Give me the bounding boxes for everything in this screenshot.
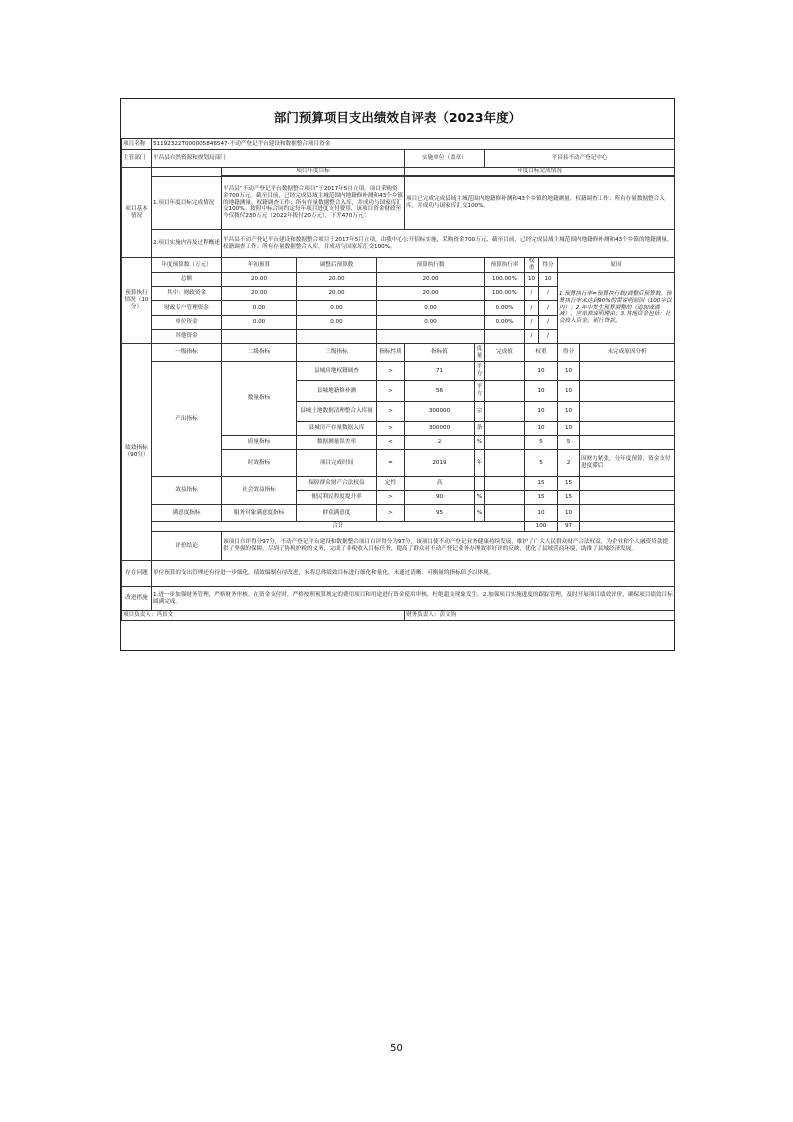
row-basic-2 (122, 230, 675, 258)
perf-unit: % (475, 436, 485, 450)
label-budget-exec: 预算执行情况（10分） (122, 258, 152, 344)
perf-nature: > (377, 491, 405, 505)
budget-init (222, 330, 297, 344)
label-basic-info: 项目基本情况 (122, 168, 152, 258)
basic-spacer (152, 168, 222, 177)
perf-value: 300000 (405, 402, 475, 422)
perf-value: 2 (405, 436, 475, 450)
header-level3: 三级指标 (297, 344, 377, 362)
perf-score: 10 (558, 422, 580, 436)
perf-reason (580, 422, 675, 436)
budget-item-name: 总额 (152, 273, 222, 287)
label-target-completion: 1.项目年度目标完成情况 (152, 177, 222, 230)
value-impl-unit: 平昌县不动产登记中心 (485, 150, 675, 168)
perf-weight: 10 (525, 362, 558, 381)
perf-value: 95 (405, 505, 475, 522)
level1-output: 产出指标 (175, 415, 198, 422)
budget-row-total (122, 273, 675, 287)
text-measure: 1.进一步加强财务管理，严格财务审核。在资金支付时，严格按照预算规定的费用项目和用途进行资金使用审核，杜绝超支现象发生。2.加强项目实施进度的跟踪管理，及时开展项目绩效评价，确保项目绩效目标圆满完成。 (152, 587, 675, 611)
perf-value: 90 (405, 491, 475, 505)
budget-score: / (539, 301, 558, 316)
budget-rate: 0.00% (485, 316, 525, 330)
level2-quantity: 数量指标 (222, 362, 297, 436)
perf-done (485, 450, 525, 477)
level2-service: 服务对象满意度指标 (222, 505, 297, 522)
budget-score: / (539, 316, 558, 330)
header-target-done: 年度目标完成情况 (405, 168, 675, 176)
perf-weight: 5 (525, 450, 558, 477)
perf-done (485, 422, 525, 436)
budget-exec: 20.00 (377, 273, 485, 287)
row-perf-header (122, 344, 675, 362)
total-weight: 100 (525, 522, 558, 532)
budget-adj (297, 330, 377, 344)
label-impl-content: 2.项目实施内容及过程概述 (152, 230, 222, 258)
budget-item-name: 其他资金 (152, 330, 222, 344)
level2-time: 时效指标 (222, 450, 297, 477)
perf-row (122, 477, 675, 491)
perf-reason (580, 436, 675, 450)
perf-unit: 平方 (475, 381, 485, 402)
budget-rate: 100.00% (485, 273, 525, 287)
budget-item-name: 单位资金 (152, 316, 222, 330)
perf-weight: 15 (525, 477, 558, 491)
perf-reason: 因财力紧张，分年度预算，资金支付进度滞后 (580, 450, 675, 477)
perf-done (485, 362, 525, 381)
finance-leader: 财务负责人：彭文钧 (405, 611, 675, 621)
label-project-name: 项目名称 (122, 139, 152, 150)
perf-row (122, 505, 675, 522)
perf-value: 56 (405, 381, 475, 402)
row-basic-1 (122, 177, 675, 230)
budget-adj: 0.00 (297, 316, 377, 330)
perf-nature: > (377, 402, 405, 422)
header-unfinished-reason: 未完成原因分析 (580, 344, 675, 362)
text-issue: 单位预算的支出管理还有待进一步细化，绩效编制有待改进，未将总体绩效目标进行细化和量化，未通过清晰、可衡量的指标值予以体现。 (152, 561, 675, 587)
perf-done (485, 491, 525, 505)
row-basic-header (122, 168, 675, 176)
budget-reason-note: 1.预算执行率=预算执行数/调整后预算数。预算执行率未达到90%的需说明原因（100字以内）；2.年中发生预算调整的（追加或调减），应单独说明理由；3.其他资金包括：社会投入资金、银行贷款。 (558, 273, 675, 344)
page-title: 部门预算项目支出绩效自评表（2023年度） (273, 110, 522, 125)
perf-score: 10 (558, 362, 580, 381)
header-nature: 指标性质 (377, 344, 405, 362)
header-perf-weight: 权重 (525, 344, 558, 362)
row-department (122, 150, 675, 168)
perf-done (485, 505, 525, 522)
perf-nature: > (377, 362, 405, 381)
perf-indicator: 数据测量误差率 (297, 436, 377, 450)
perf-score: 10 (558, 402, 580, 422)
perf-done (485, 477, 525, 491)
perf-value: 71 (405, 362, 475, 381)
budget-exec (377, 330, 485, 344)
header-annual-target: 项目年度目标 (222, 168, 405, 176)
header-perf-score: 得分 (558, 344, 580, 362)
perf-indicator: 县城地籍修补测 (297, 381, 377, 402)
perf-unit: % (475, 505, 485, 522)
text-target-done: 项目已完成完成县域主城范围内地籍修补测和43个乡镇的地籍测量、权籍调查工作；所有存量数据整合入库，并成功与国家库汇交100%。 (405, 177, 675, 230)
row-issue (122, 561, 675, 587)
level2-quality: 质量指标 (222, 436, 297, 450)
total-score: 97 (558, 522, 580, 532)
perf-done (485, 436, 525, 450)
perf-reason (580, 491, 675, 505)
budget-adj: 0.00 (297, 301, 377, 316)
perf-weight: 10 (525, 422, 558, 436)
perf-nature: > (377, 422, 405, 436)
perf-weight: 10 (525, 505, 558, 522)
perf-nature: < (377, 436, 405, 450)
perf-score: 15 (558, 491, 580, 505)
project-leader: 项目负责人：冯景文 (122, 611, 405, 621)
budget-init: 0.00 (222, 301, 297, 316)
header-init-budget: 年初预算 (222, 258, 297, 273)
perf-value: 300000 (405, 422, 475, 436)
level1-output-spacer (152, 362, 222, 477)
header-annual-budget: 年度预算数（万元） (152, 258, 222, 273)
perf-reason (580, 402, 675, 422)
text-annual-target: 平昌县“不动产登记平台数据整合项目”于2017年5月立项，项目采购资金700万元。截至目前，已经完成县域主城范围内地籍修补测和43个乡镇的地籍测量、权籍调查工作；所有存量数据整合入库，并成功与国家库汇交100%。按照中标合同约定每年项目进度支付费用，该项目资金财政至今仅拨付230万元（2022年拨付20万元），下差470万元！ (222, 177, 405, 230)
header-level2: 二级指标 (222, 344, 297, 362)
budget-weight: / (525, 287, 539, 301)
row-measure (122, 587, 675, 611)
value-project-name: 51192322T000005846547-不动产登记平台建设和数据整合项目资金 (152, 139, 675, 150)
perf-unit (475, 477, 485, 491)
text-impl-content: 平昌县不动产登记平台建设和数据整合项目于2017年5月立项，由我中心公开招标实施，采购资金700万元，截至目前，已经完成县域主城范围内地籍修补测和43个乡镇的地籍测量、权籍调查工作；所有存量数据整合入库，并成功与国家库汇交100%。 (222, 230, 675, 258)
perf-value: 2019 (405, 450, 475, 477)
perf-unit: 平方 (475, 362, 485, 381)
row-budget-header (122, 258, 675, 273)
header-score: 得分 (539, 258, 558, 273)
label-perf-indicators: 绩效指标（90分） (122, 344, 152, 561)
budget-weight: 10 (525, 273, 539, 287)
perf-unit: 年 (475, 450, 485, 477)
row-total (122, 522, 675, 532)
perf-reason (580, 362, 675, 381)
perf-indicator: 县城土地数据清理整合入库量 (297, 402, 377, 422)
budget-exec: 0.00 (377, 301, 485, 316)
budget-weight: / (525, 316, 539, 330)
perf-score: 2 (558, 450, 580, 477)
level2-social: 社会效益指标 (222, 477, 297, 505)
label-issue: 存在问题 (122, 561, 152, 587)
budget-score: 10 (539, 273, 558, 287)
perf-score: 5 (558, 436, 580, 450)
budget-init: 20.00 (222, 273, 297, 287)
budget-init: 0.00 (222, 316, 297, 330)
total-reason (580, 522, 675, 532)
perf-done (485, 402, 525, 422)
budget-exec: 20.00 (377, 287, 485, 301)
perf-value: 高 (405, 477, 475, 491)
performance-table (121, 138, 675, 621)
perf-score: 15 (558, 477, 580, 491)
budget-adj: 20.00 (297, 287, 377, 301)
perf-reason (580, 505, 675, 522)
budget-rate: 0.00% (485, 301, 525, 316)
perf-nature: > (377, 381, 405, 402)
header-adj-budget: 调整后预算数 (297, 258, 377, 273)
perf-score: 10 (558, 381, 580, 402)
perf-nature: 定性 (377, 477, 405, 491)
budget-exec: 0.00 (377, 316, 485, 330)
header-reason: 原因 (558, 258, 675, 273)
perf-reason (580, 381, 675, 402)
total-label: 合计 (152, 522, 525, 532)
budget-init: 20.00 (222, 287, 297, 301)
budget-rate: 100.00% (485, 287, 525, 301)
budget-item-name: 财政专户管理资金 (152, 301, 222, 316)
level1-benefit: 效益指标 (152, 477, 222, 505)
perf-weight: 10 (525, 402, 558, 422)
text-eval: 该项目自评得分97分，不动产登记平台建设和数据整合项目自评得分为97分，该项目使不动产登记业务健康持续发展，维护了广大人民群众财产合法权益，为企业和个人融资贷款提供了坚强的保障，尽到了协税护税的义务，完成了非税收入目标任务，提高了群众对不动产登记业务办理效率好评的反映，优化了县域营商环境，助推了县域经济发展。 (222, 532, 675, 561)
perf-score: 10 (558, 505, 580, 522)
budget-score: / (539, 330, 558, 344)
perf-reason (580, 477, 675, 491)
perf-done (485, 381, 525, 402)
budget-item-name: 其中：财政资金 (152, 287, 222, 301)
row-eval (122, 532, 675, 561)
perf-weight: 10 (525, 381, 558, 402)
budget-weight: / (525, 301, 539, 316)
perf-weight: 15 (525, 491, 558, 505)
label-department: 主管部门 (122, 150, 152, 168)
budget-adj: 20.00 (297, 273, 377, 287)
perf-indicator: 县城房地权籍调查 (297, 362, 377, 381)
budget-score: / (539, 287, 558, 301)
header-done: 完成值 (485, 344, 525, 362)
value-department: 平昌县自然资源和规划局部门 (152, 150, 405, 168)
label-measure: 改进措施 (122, 587, 152, 611)
row-project-name (122, 139, 675, 150)
label-eval: 评价结论 (152, 532, 222, 561)
perf-indicator: 便民利民程度提升率 (297, 491, 377, 505)
perf-unit: 宗 (475, 402, 485, 422)
header-exec-amount: 预算执行数 (377, 258, 485, 273)
header-value: 指标值 (405, 344, 475, 362)
header-level1: 一级指标 (152, 344, 222, 362)
perf-nature: > (377, 505, 405, 522)
perf-nature: = (377, 450, 405, 477)
label-impl-unit: 实施单位（盖章） (405, 150, 485, 168)
header-exec-rate: 预算执行率 (485, 258, 525, 273)
perf-weight: 5 (525, 436, 558, 450)
perf-indicator: 保障群众财产合法权益 (297, 477, 377, 491)
perf-unit: 条 (475, 422, 485, 436)
row-footer (122, 611, 675, 621)
page-number: 50 (390, 1043, 403, 1054)
perf-indicator: 项目完成时间 (297, 450, 377, 477)
budget-weight: / (525, 330, 539, 344)
perf-unit: % (475, 491, 485, 505)
header-weight: 权重 (525, 258, 539, 273)
budget-rate (485, 330, 525, 344)
perf-indicator: 县城房产存量数据入库 (297, 422, 377, 436)
level1-satisfaction: 满意度指标 (152, 505, 222, 522)
perf-indicator: 群众满意度 (297, 505, 377, 522)
perf-row (122, 362, 675, 381)
header-unit: 度量 (475, 344, 485, 362)
